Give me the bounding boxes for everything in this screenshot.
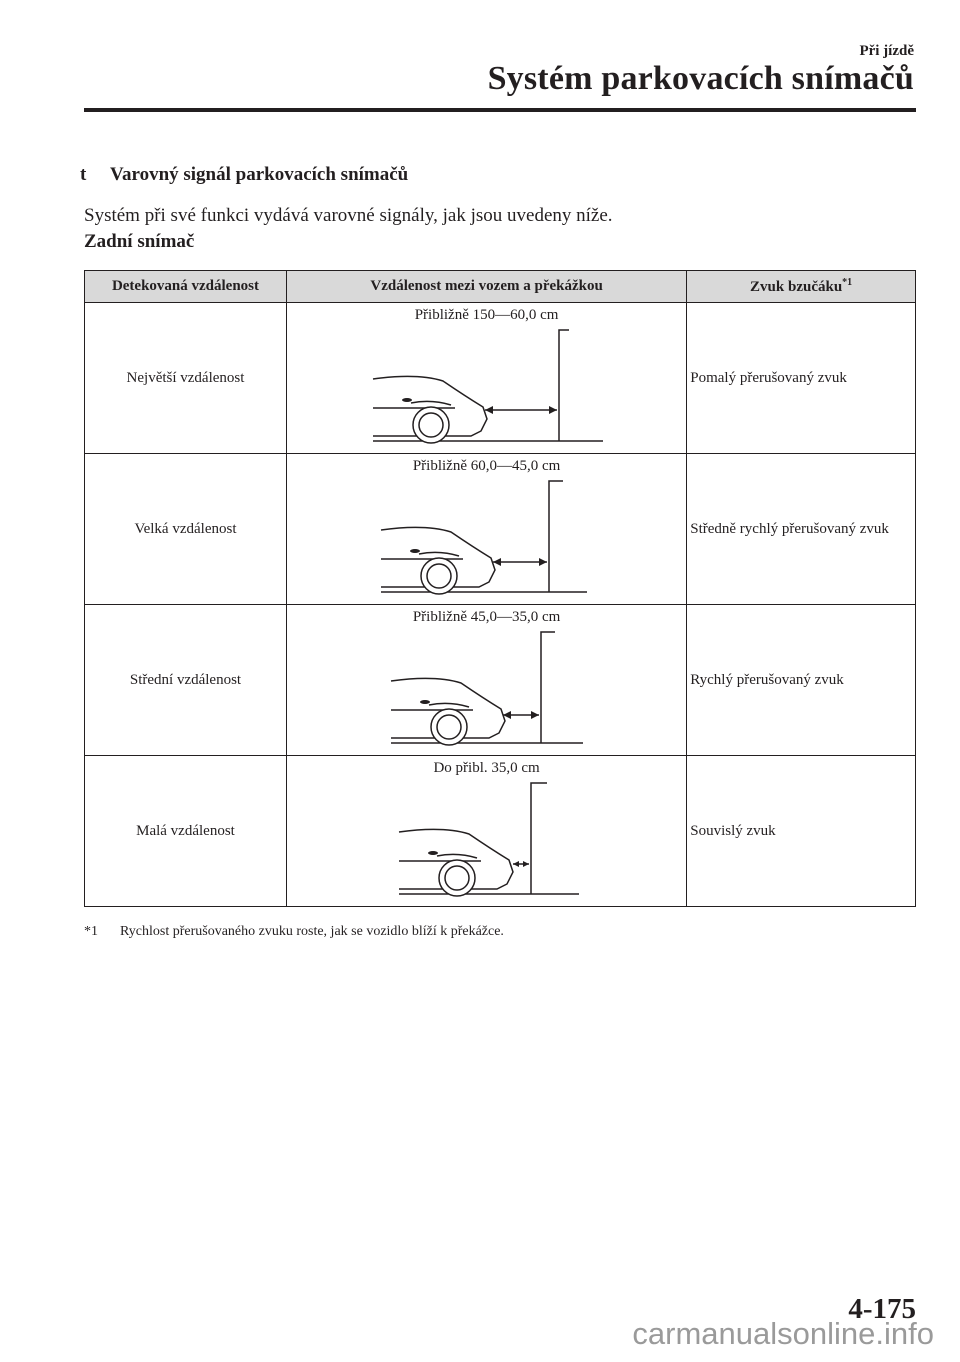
chapter-label: Při jízdě [859,43,914,59]
header-gap-distance: Vzdálenost mezi vozem a překážkou [286,271,686,303]
diagram-cell [286,454,686,605]
diagram-cell [286,756,686,907]
footnote-mark: *1 [84,924,98,939]
range-label: Přibližně 150—60,0 cm [414,307,559,323]
table-row [85,605,916,756]
section-heading [80,164,408,186]
car-distance-diagram [287,454,689,604]
table-header-row [85,271,916,303]
distance-cell: Největší vzdálenost [85,303,287,454]
sound-cell: Rychlý přerušovaný zvuk [687,605,916,756]
sensor-table [84,270,916,907]
car-distance-diagram [287,756,689,906]
intro-text: Systém při své funkci vydává varovné signály, jak jsou uvedeny níže. [84,205,613,226]
footnote-text: Rychlost přerušovaného zvuku roste, jak se vozidlo blíží k překážce. [120,924,504,939]
diagram-cell [286,605,686,756]
sound-cell: Souvislý zvuk [687,756,916,907]
car-distance-diagram [287,303,689,453]
page-title: Systém parkovacích snímačů [487,60,914,97]
distance-cell: Střední vzdálenost [85,605,287,756]
header-detected-distance: Detekovaná vzdálenost [85,271,287,303]
distance-cell: Malá vzdálenost [85,756,287,907]
diagram-cell [286,303,686,454]
watermark: carmanualsonline.info [632,1316,934,1351]
table-row [85,303,916,454]
range-label: Přibližně 45,0—35,0 cm [412,609,561,625]
title-rule [84,108,916,112]
table-row [85,756,916,907]
footnote [84,924,504,940]
range-label: Do přibl. 35,0 cm [433,760,540,776]
sound-cell: Středně rychlý přerušovaný zvuk [687,454,916,605]
table-row [85,454,916,605]
section-bullet: t [80,164,87,185]
section-heading-text: Varovný signál parkovacích snímačů [110,164,409,185]
header-buzzer-sound: Zvuk bzučáku$^{*1}$ [687,271,916,303]
car-distance-diagram [287,605,689,755]
distance-cell: Velká vzdálenost [85,454,287,605]
sound-cell: Pomalý přerušovaný zvuk [687,303,916,454]
footnote-ref: *1 [842,277,853,288]
range-label: Přibližně 60,0—45,0 cm [412,458,561,474]
subheading: Zadní snímač [84,231,195,252]
page-number: 4-175 [848,1293,916,1325]
